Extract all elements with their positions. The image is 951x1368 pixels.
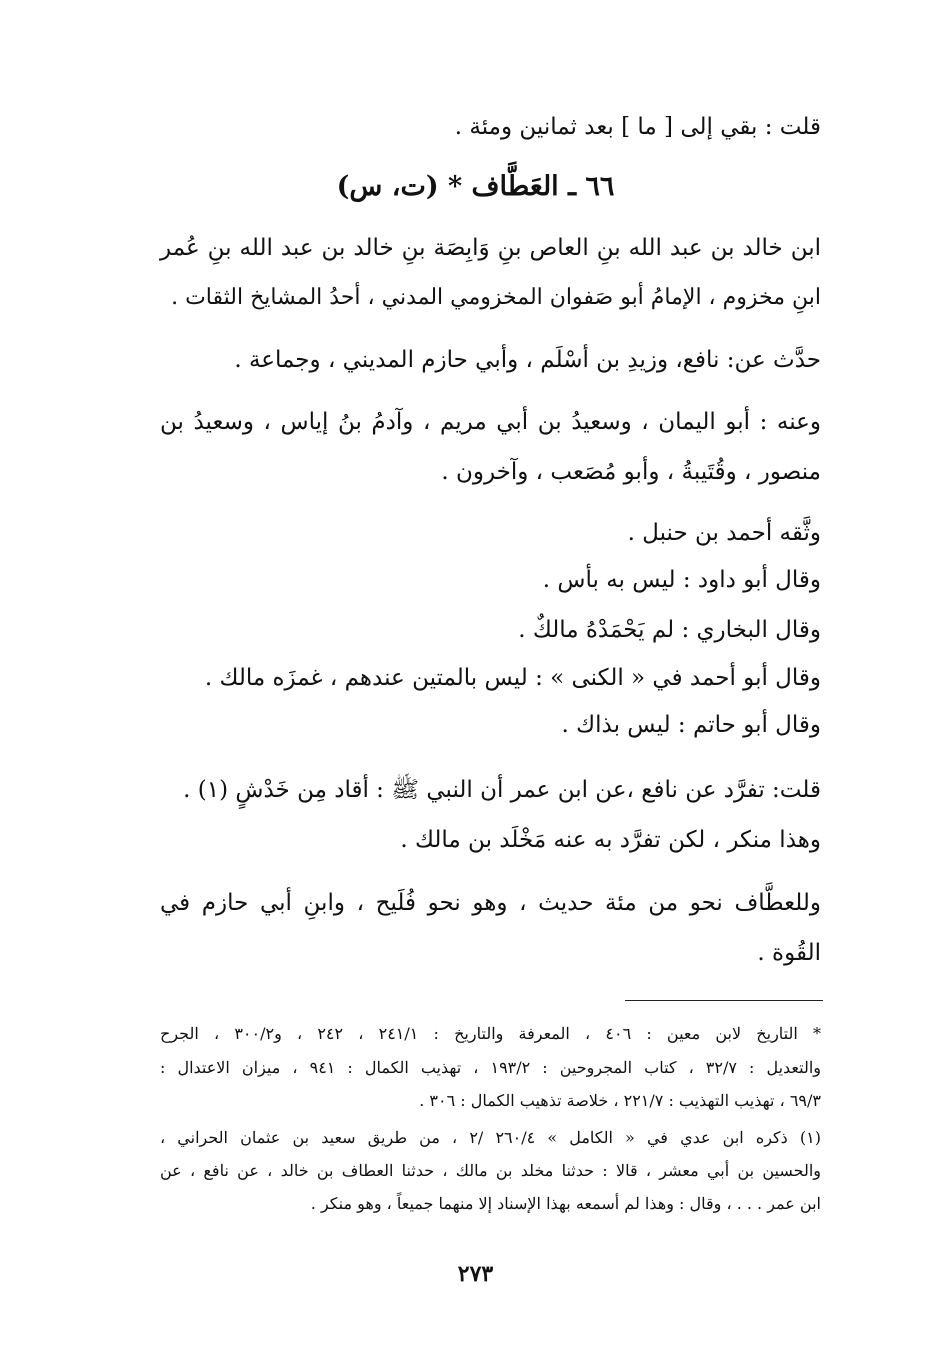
footnote-1-line-1: (١) ذكره ابن عدي في « الكامل » ٢٦٠/٤ /٢ ، من طريق سعيد بن عثمان الحراني ،	[160, 1128, 822, 1147]
closing-line-1: وللعطَّاف نحو من مئة حديث ، وهو نحو فُلَيح ، وابنِ أبي حازم في	[160, 890, 821, 916]
footnote-sources-line-2: والتعديل : ٣٢/٧ ، كتاب المجروحين : ١٩٣/٢ ، تهذيب الكمال : ٩٤١ ، ميزان الاعتدال :	[160, 1058, 822, 1077]
footnote-sources-line-1: * التاريخ لابن معين : ٤٠٦ ، المعرفة والتاريخ : ٢٤١/١ ، ٢٤٢ ، و٣٠٠/٢ ، الجرح	[160, 1024, 822, 1043]
entry-heading: ٦٦ ـ العَطَّاف * (ت، س)	[336, 171, 615, 202]
footnote-1-line-2: والحسين بن أبي معشر ، قالا : حدثنا مخلد بن مالك ، حدثنا العطاف بن خالد ، عن نافع ، عن	[160, 1161, 821, 1180]
narrated-from-line: حدَّث عن: نافع، وزيدِ بن أسْلَم ، وأبي حازم المديني ، وجماعة .	[234, 347, 821, 373]
footnote-1-line-3: ابن عمر . . . ، وقال : وهذا لم أسمعه بهذا الإسناد إلا منهما جميعاً ، وهو منكر .	[310, 1194, 821, 1213]
narrators-line-1: وعنه : أبو اليمان ، وسعيدُ بن أبي مريم ، وآدمُ بنُ إياس ، وسعيدُ بن	[160, 409, 821, 435]
closing-line-2: القُوة .	[757, 940, 821, 966]
opinion-ahmad: وثَّقه أحمد بن حنبل .	[627, 520, 821, 546]
remark-line-2: وهذا منكر ، لكن تفرَّد به عنه مَخْلَد بن مالك .	[400, 827, 821, 853]
opinion-abu-dawud: وقال أبو داود : ليس به بأس .	[542, 567, 821, 593]
page-number: ٢٧٣	[457, 1261, 494, 1287]
remark-line-1: قلت: تفرَّد عن نافع ،عن ابن عمر أن النبي ﷺ : أقاد مِن خَدْشٍ (١) .	[183, 777, 821, 803]
lineage-line-1: ابن خالد بن عبد الله بنِ العاص بنِ وَابِصَة بنِ خالد بن عبد الله بنِ عُمر	[160, 235, 821, 261]
footnote-separator	[625, 1000, 823, 1001]
opinion-abu-ahmad: وقال أبو أحمد في « الكنى » : ليس بالمتين عندهم ، غمزَه مالك .	[204, 665, 821, 691]
opinion-abu-hatim: وقال أبو حاتم : ليس بذاك .	[561, 712, 821, 738]
footnote-sources-line-3: ٦٩/٣ ، تهذيب التهذيب : ٢٢١/٧ ، خلاصة تذهيب الكمال : ٣٠٦ .	[419, 1091, 821, 1110]
lineage-line-2: ابنِ مخزوم ، الإمامُ أبو صَفوان المخزومي المدني ، أحدُ المشايخ الثقات .	[171, 285, 821, 310]
intro-line: قلت : بقي إلى [ ما ] بعد ثمانين ومئة .	[454, 114, 821, 140]
opinion-bukhari: وقال البخاري : لم يَحْمَدْهُ مالكٌ .	[518, 617, 821, 643]
narrators-line-2: منصور ، وقُتَيبةُ ، وأبو مُصَعب ، وآخرون .	[441, 459, 821, 485]
